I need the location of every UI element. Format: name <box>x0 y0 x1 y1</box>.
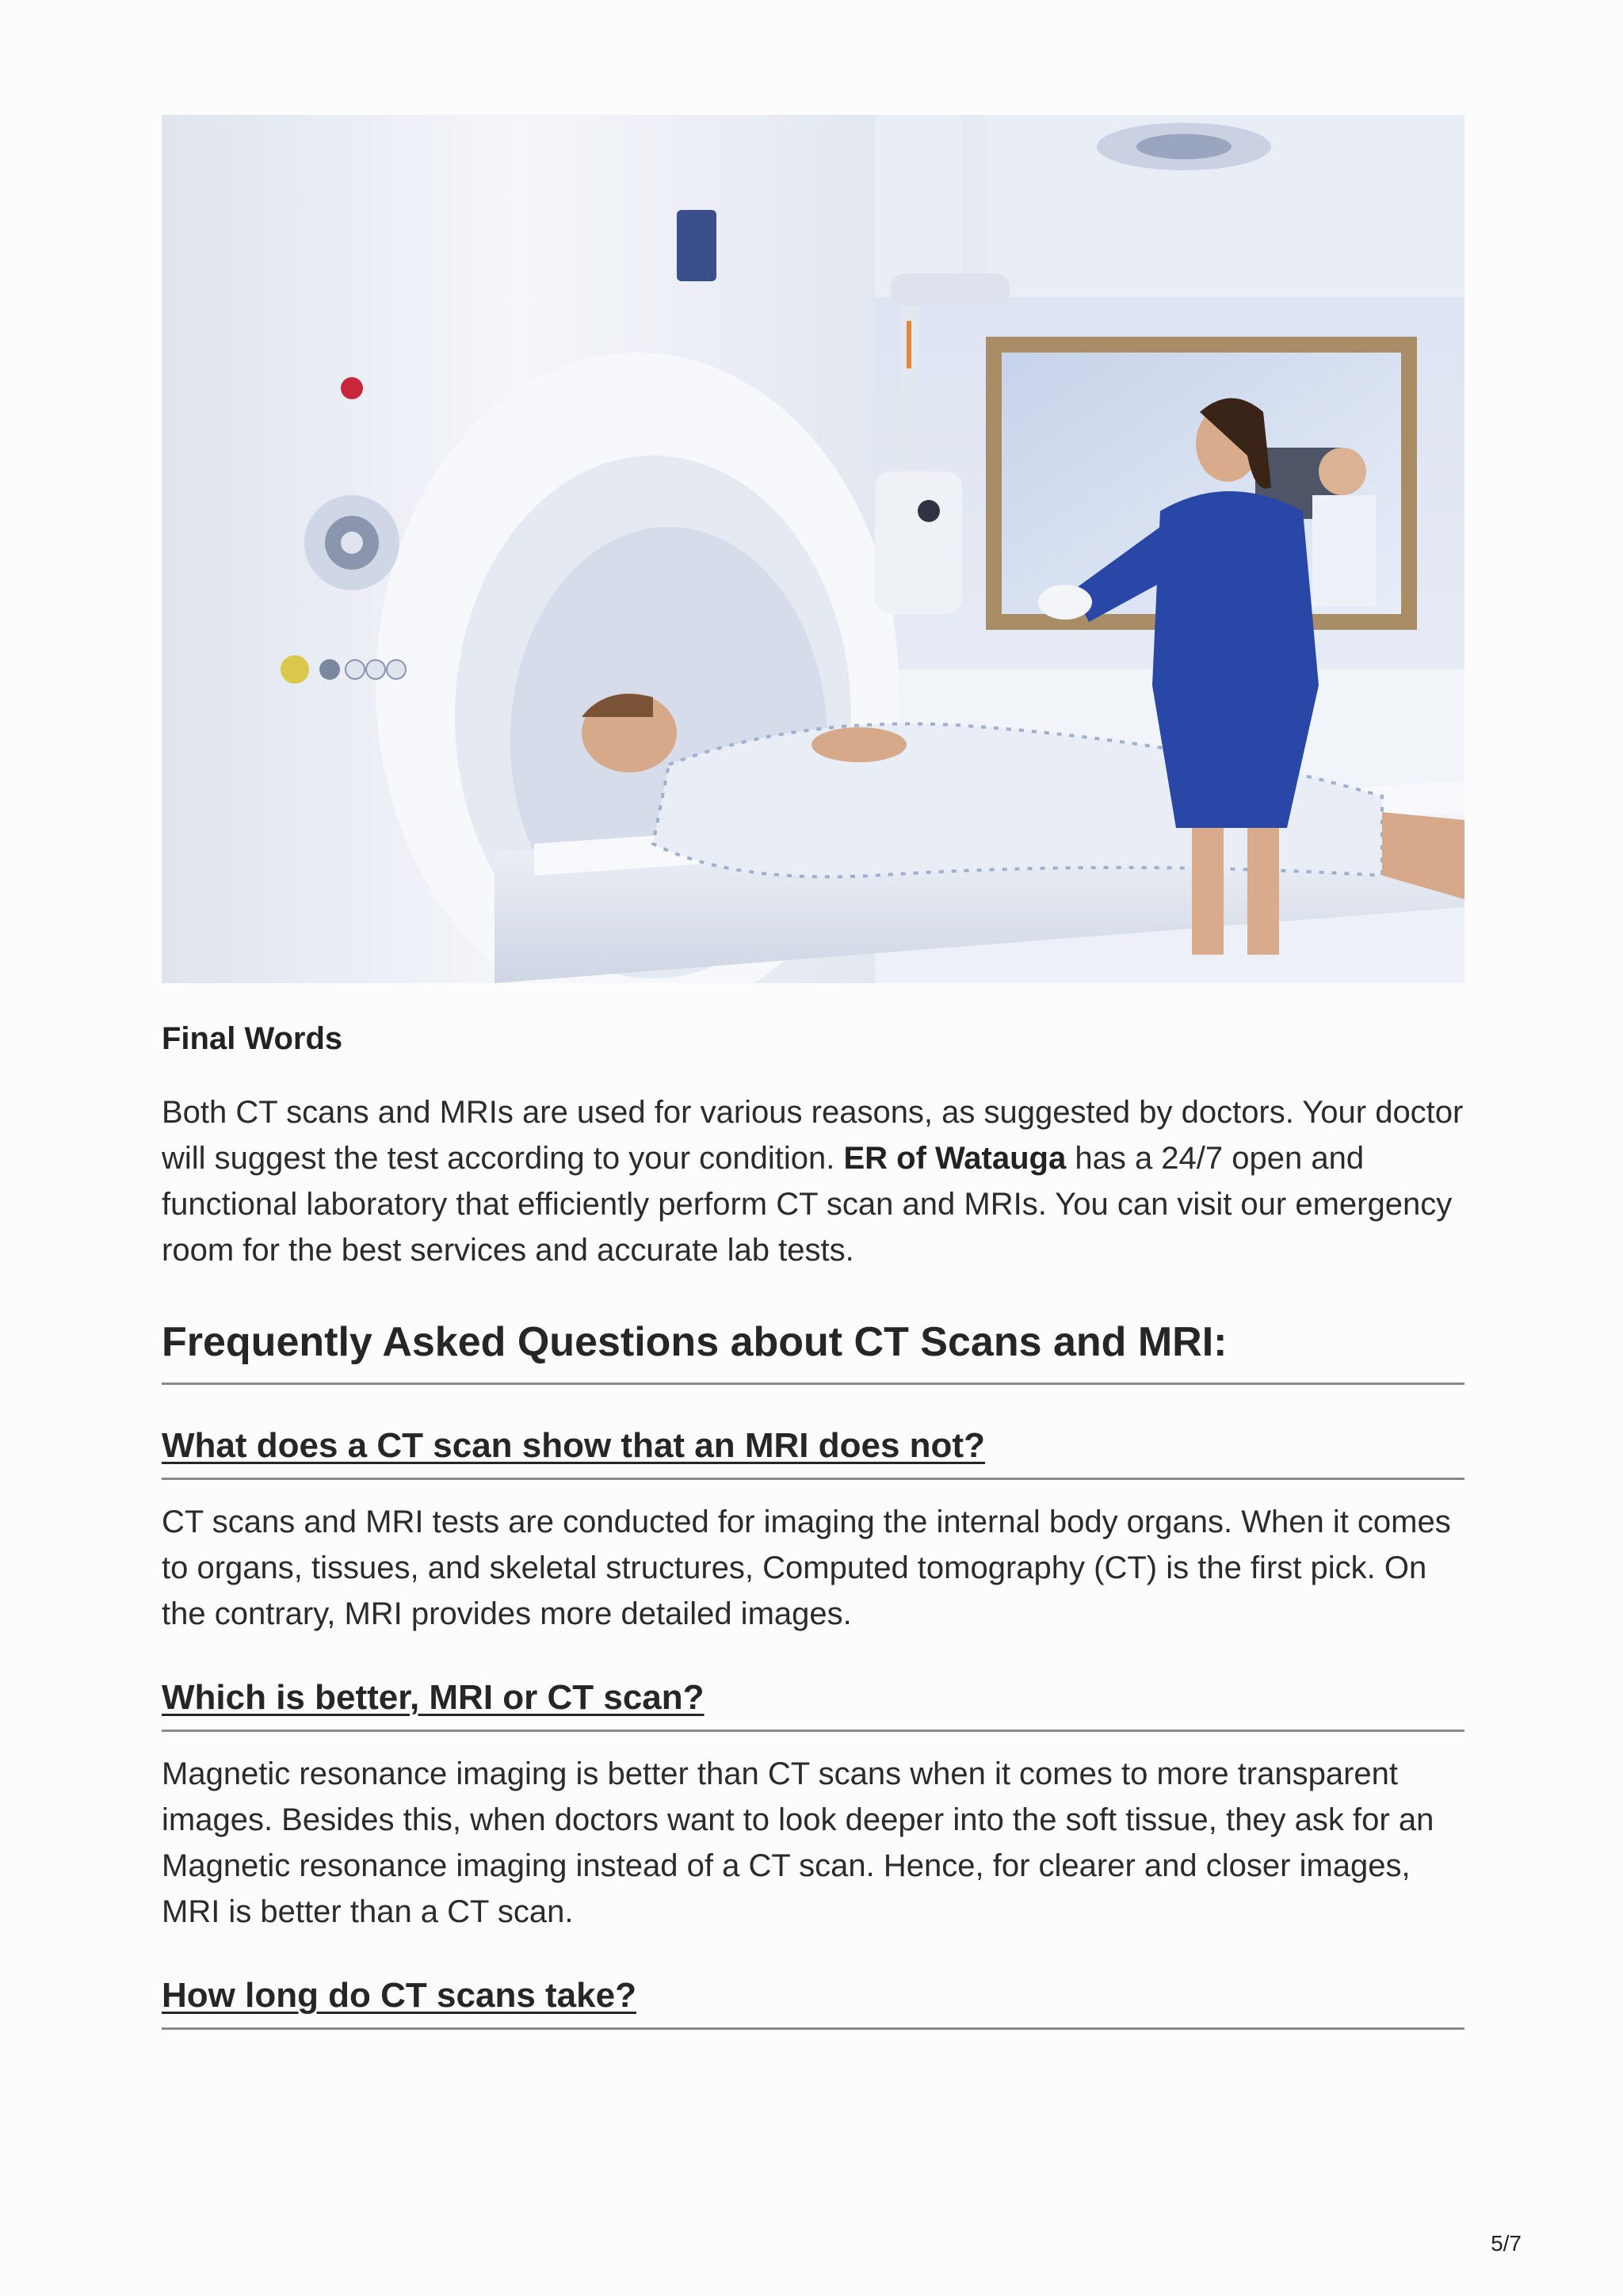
er-of-watauga-bold: ER of Watauga <box>843 1141 1067 1176</box>
faq-title: Frequently Asked Questions about CT Scans and MRI: <box>162 1316 1465 1385</box>
final-words-paragraph <box>162 1089 1465 1273</box>
faq-question-link[interactable]: Which is better, MRI or CT scan? <box>162 1677 705 1717</box>
ct-scan-photo <box>162 115 1465 983</box>
faq-question-link[interactable]: What does a CT scan show that an MRI does not? <box>162 1425 985 1465</box>
final-words-heading: Final Words <box>162 1021 343 1056</box>
faq-question <box>162 1675 1465 1732</box>
faq-question <box>162 1423 1465 1480</box>
faq-question <box>162 1973 1465 2030</box>
faq-question-link[interactable]: How long do CT scans take? <box>162 1975 636 2015</box>
ct-scan-illustration <box>162 115 1465 983</box>
final-words-text-start: Both CT scans and MRIs are used for various reasons, as suggested by doctors. Your doctor will suggest the test according to your condition. <box>162 1095 1464 1176</box>
final-words-text-end: has a 24/7 open and functional laboratory that efficiently perform CT scan and MRIs. You can visit our emergency room for the best services and accurate lab tests. <box>162 1141 1453 1268</box>
faq-answer: CT scans and MRI tests are conducted for imaging the internal body organs. When it comes to organs, tissues, and skeletal structures, Computed tomography (CT) is the first pick. On the contrary, MRI provides more detailed images. <box>162 1504 1451 1631</box>
document-page <box>162 115 1465 2030</box>
faq-answer: Magnetic resonance imaging is better than CT scans when it comes to more transparent images. Besides this, when doctors want to look deeper into the soft tissue, they ask for an Magnetic resonance imaging instead of a CT scan. Hence, for clearer and closer images, MRI is better than a CT scan. <box>162 1756 1434 1929</box>
page-number: 5/7 <box>1491 2231 1522 2256</box>
